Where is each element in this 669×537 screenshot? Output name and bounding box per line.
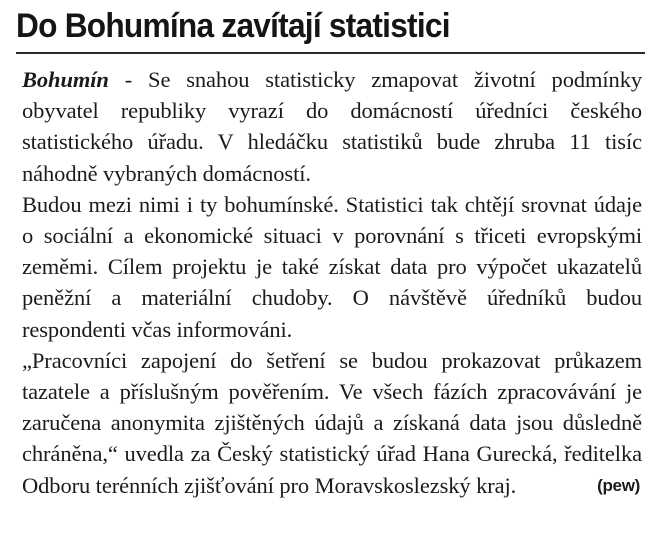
paragraph-3-text: „Pracovníci zapojení do šetření se budou prokazovat průkazem tazatele a příslušným pověřením. Ve všech fázích zpracovávání je zaručena anonymita zjištěných údajů a získaná data jsou důsledně chráněna,“ uvedla za Český statistický úřad Hana Gurecká, ředitelka Odboru terénních zjišťování pro Moravskoslezský kraj. — [22, 347, 642, 498]
article-paragraph-1 — [22, 64, 642, 189]
article-body — [22, 64, 642, 501]
article-paragraph-3 — [22, 345, 642, 501]
article-headline: Do Bohumína zavítají statistici — [16, 7, 450, 45]
article-paragraph-2 — [22, 189, 642, 345]
headline-divider — [16, 52, 645, 54]
article-dateline: Bohumín — [22, 67, 109, 92]
dateline-separator: - — [108, 67, 149, 92]
paragraph-1-text: Se snahou statisticky zmapovat životní podmínky obyvatel republiky vyrazí do domácností úředníci českého statistického úřadu. V hledáčku statistiků bude zhruba 11 tisíc náhodně vybraných domácností. — [22, 67, 642, 186]
paragraph-2-text: Budou mezi nimi i ty bohumínské. Statistici tak chtějí srovnat údaje o sociální a ekonomické situaci v porovnání s třiceti evropskými zeměmi. Cílem projektu je také získat data pro výpočet ukazatelů peněžní a materiální chudoby. O návštěvě úředníků budou respondenti včas informováni. — [22, 191, 642, 342]
article-byline: (pew) — [597, 475, 640, 495]
